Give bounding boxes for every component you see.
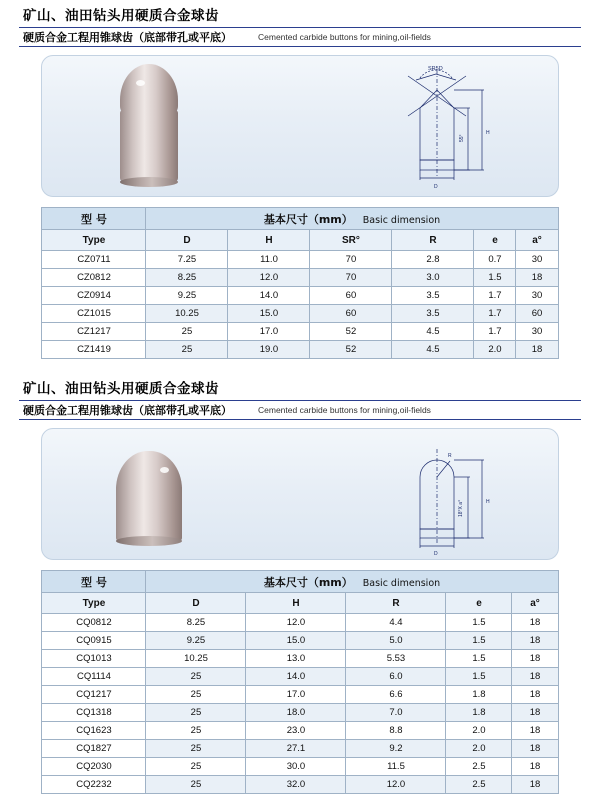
cell-r: 7.0 [346,704,446,722]
cell-e: 1.7 [474,305,516,323]
table-subheader-row [42,593,558,614]
cell-e: 1.5 [474,269,516,287]
cell-type: CZ0812 [42,269,146,287]
cell-d: 7.25 [146,251,228,269]
cell-d: 10.25 [146,650,246,668]
cell-r: 2.8 [392,251,474,269]
cell-e: 1.5 [446,632,512,650]
cell-h: 12.0 [246,614,346,632]
cell-h: 12.0 [228,269,310,287]
drawing-height-label: H [486,499,490,505]
cell-r: 4.5 [392,341,474,359]
section-subtitle-cn: 硬质合金工程用锥球齿（底部带孔或平底） [23,31,232,44]
header-basic-en: Basic dimension [362,577,441,589]
column-header-a: a° [516,230,558,251]
cell-d: 25 [146,740,246,758]
cell-type: CQ2232 [42,776,146,794]
column-header-a: a° [512,593,558,614]
cell-h: 17.0 [228,323,310,341]
cell-type: CZ1217 [42,323,146,341]
cell-e: 1.5 [446,614,512,632]
product-photo-spherical [116,485,182,541]
table-row [42,614,558,632]
cell-a: 30 [516,323,558,341]
cell-d: 25 [146,776,246,794]
cell-h: 15.0 [228,305,310,323]
cell-h: 32.0 [246,776,346,794]
table-row [42,704,558,722]
table-row [42,722,558,740]
section-subtitle-bar [19,400,581,420]
drawing-angle-label: SR5D [428,66,443,72]
header-basic-dimension [146,571,558,593]
table-row [42,776,558,794]
column-header-e: e [474,230,516,251]
cell-d: 9.25 [146,287,228,305]
figure-panel-spherical [41,428,559,560]
cell-type: CZ1015 [42,305,146,323]
header-type-en: Type [42,593,146,614]
cell-sr: 52 [310,323,392,341]
section-title-cn: 矿山、油田钻头用硬质合金球齿 [23,8,219,24]
column-header-d: D [146,230,228,251]
section-conical [19,0,581,47]
header-basic-en: Basic dimension [362,214,441,226]
cell-type: CQ1013 [42,650,146,668]
cell-sr: 60 [310,287,392,305]
section-spherical [19,373,581,420]
cell-type: CQ1827 [42,740,146,758]
header-type-cn: 型 号 [42,208,146,230]
table-row [42,305,558,323]
cell-h: 13.0 [246,650,346,668]
cell-e: 2.5 [446,758,512,776]
drawing-radius-label: R [448,453,452,459]
cell-a: 18 [512,758,558,776]
cell-e: 0.7 [474,251,516,269]
cell-d: 25 [146,758,246,776]
cell-r: 3.5 [392,287,474,305]
cell-h: 11.0 [228,251,310,269]
section-subtitle-cn: 硬质合金工程用锥球齿（底部带孔或平底） [23,404,232,417]
cell-type: CQ0812 [42,614,146,632]
cell-a: 60 [516,305,558,323]
spec-table-conical [41,207,558,359]
column-header-d: D [146,593,246,614]
cell-a: 18 [512,668,558,686]
cell-h: 19.0 [228,341,310,359]
drawing-diameter-label: D [434,184,438,190]
header-basic-cn: 基本尺寸（mm） [263,212,353,226]
cell-a: 30 [516,287,558,305]
cell-a: 18 [516,269,558,287]
cell-e: 2.0 [446,722,512,740]
cell-h: 23.0 [246,722,346,740]
cell-a: 18 [512,722,558,740]
cell-d: 10.25 [146,305,228,323]
cell-a: 18 [512,650,558,668]
cell-e: 1.7 [474,323,516,341]
cell-r: 3.0 [392,269,474,287]
table-header-row [42,571,558,593]
cell-r: 4.4 [346,614,446,632]
column-header-r: R [346,593,446,614]
product-photo-conical [120,110,178,182]
cell-a: 30 [516,251,558,269]
cell-r: 4.5 [392,323,474,341]
column-header-h: H [246,593,346,614]
cell-r: 6.0 [346,668,446,686]
cell-h: 14.0 [246,668,346,686]
cell-e: 1.5 [446,668,512,686]
cell-sr: 52 [310,341,392,359]
cell-d: 25 [146,323,228,341]
cell-a: 18 [512,740,558,758]
cell-e: 2.0 [446,740,512,758]
cell-r: 3.5 [392,305,474,323]
cell-r: 12.0 [346,776,446,794]
cell-d: 25 [146,686,246,704]
cell-d: 25 [146,668,246,686]
column-header-sr: SR° [310,230,392,251]
spec-table-spherical [41,570,558,794]
header-basic-dimension [146,208,558,230]
cell-sr: 70 [310,251,392,269]
header-basic-cn: 基本尺寸（mm） [263,575,353,589]
cell-e: 2.0 [474,341,516,359]
cell-type: CQ0915 [42,632,146,650]
table-row [42,251,558,269]
header-type-cn: 型 号 [42,571,146,593]
cell-type: CQ1217 [42,686,146,704]
cell-h: 15.0 [246,632,346,650]
cell-e: 1.8 [446,686,512,704]
cell-type: CQ2030 [42,758,146,776]
section-subtitle-bar [19,27,581,47]
cell-h: 17.0 [246,686,346,704]
cell-a: 18 [512,614,558,632]
table-row [42,758,558,776]
table-row [42,323,558,341]
cell-a: 18 [512,632,558,650]
column-header-e: e [446,593,512,614]
table-row [42,341,558,359]
cell-d: 9.25 [146,632,246,650]
cell-a: 18 [512,776,558,794]
table-row [42,269,558,287]
table-row [42,650,558,668]
cell-a: 18 [512,704,558,722]
cell-type: CZ1419 [42,341,146,359]
cell-d: 8.25 [146,614,246,632]
cell-h: 30.0 [246,758,346,776]
table-row [42,668,558,686]
cell-r: 11.5 [346,758,446,776]
cell-type: CQ1318 [42,704,146,722]
table-row [42,686,558,704]
cell-r: 5.0 [346,632,446,650]
cell-d: 25 [146,341,228,359]
section-subtitle-en: Cemented carbide buttons for mining,oil-fields [258,32,431,42]
cell-r: 9.2 [346,740,446,758]
cell-type: CQ1623 [42,722,146,740]
technical-drawing-conical [358,64,538,192]
cell-h: 14.0 [228,287,310,305]
table-row [42,740,558,758]
table-row [42,632,558,650]
cell-e: 1.7 [474,287,516,305]
cell-e: 2.5 [446,776,512,794]
cell-d: 25 [146,704,246,722]
column-header-h: H [228,230,310,251]
drawing-side-label: 55° [459,134,465,142]
technical-drawing-spherical [358,437,538,555]
cell-sr: 70 [310,269,392,287]
cell-d: 25 [146,722,246,740]
cell-r: 8.8 [346,722,446,740]
cell-e: 1.5 [446,650,512,668]
drawing-side-label: 18°X a° [458,499,464,517]
cell-h: 27.1 [246,740,346,758]
column-header-r: R [392,230,474,251]
cell-sr: 60 [310,305,392,323]
cell-d: 8.25 [146,269,228,287]
section-subtitle-en: Cemented carbide buttons for mining,oil-fields [258,405,431,415]
header-type-en: Type [42,230,146,251]
cell-h: 18.0 [246,704,346,722]
cell-r: 6.6 [346,686,446,704]
cell-a: 18 [516,341,558,359]
cell-type: CQ1114 [42,668,146,686]
drawing-height-label: H [486,130,490,136]
cell-type: CZ0914 [42,287,146,305]
cell-r: 5.53 [346,650,446,668]
table-subheader-row [42,230,558,251]
section-title-cn: 矿山、油田钻头用硬质合金球齿 [23,381,219,397]
table-header-row [42,208,558,230]
drawing-diameter-label: D [434,551,438,557]
cell-e: 1.8 [446,704,512,722]
cell-a: 18 [512,686,558,704]
cell-type: CZ0711 [42,251,146,269]
table-row [42,287,558,305]
figure-panel-conical [41,55,559,197]
